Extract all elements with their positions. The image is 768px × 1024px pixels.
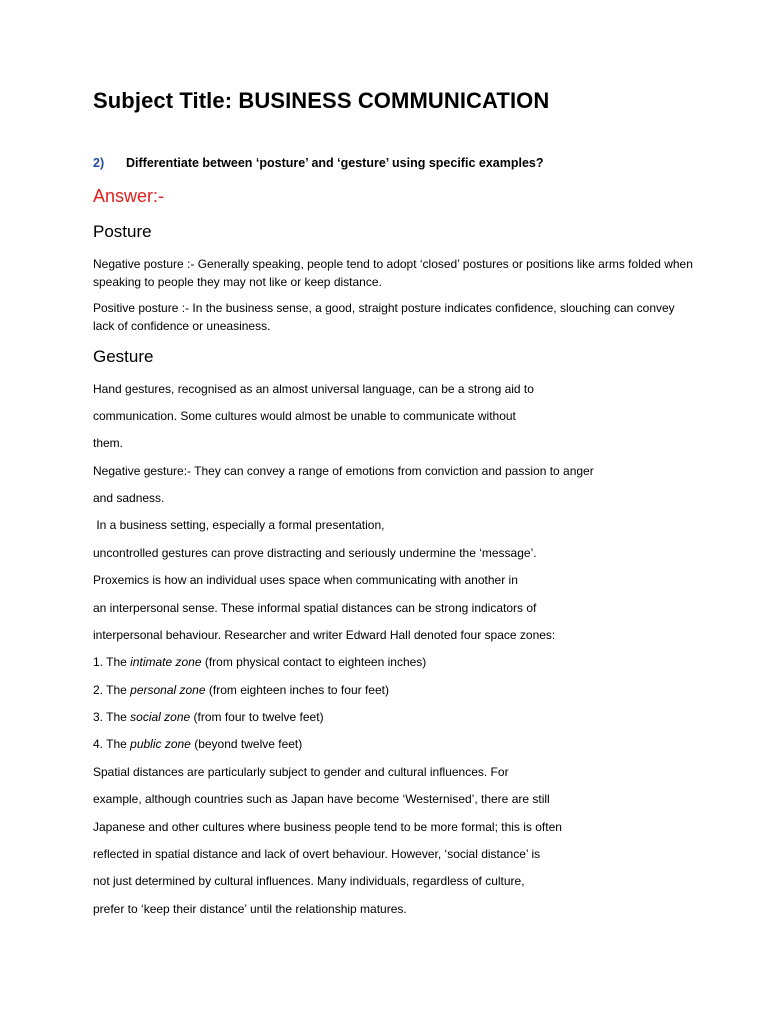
zone-range: (beyond twelve feet) bbox=[190, 737, 303, 751]
closing-line: Japanese and other cultures where business people tend to be more formal; this is often bbox=[93, 820, 562, 834]
zone-name: public zone bbox=[130, 737, 191, 751]
posture-heading: Posture bbox=[93, 222, 152, 241]
question-text: Differentiate between ‘posture’ and ‘gesture’ using specific examples? bbox=[126, 156, 544, 170]
zone-prefix: 3. The bbox=[93, 710, 131, 724]
question-number: 2) bbox=[93, 156, 105, 170]
gesture-line: them. bbox=[93, 436, 124, 450]
gesture-line: Hand gestures, recognised as an almost universal language, can be a strong aid to bbox=[93, 382, 534, 396]
space-zone-item bbox=[93, 682, 389, 698]
closing-line: Spatial distances are particularly subject to gender and cultural influences. For bbox=[93, 765, 509, 779]
gesture-line: Negative gesture:- They can convey a range of emotions from conviction and passion to anger bbox=[93, 464, 594, 478]
gesture-line: communication. Some cultures would almost be unable to communicate without bbox=[93, 409, 516, 423]
space-zone-item bbox=[93, 709, 324, 725]
subject-title: Subject Title: BUSINESS COMMUNICATION bbox=[93, 88, 550, 113]
zone-name: social zone bbox=[130, 710, 191, 724]
closing-line: prefer to ‘keep their distance’ until the relationship matures. bbox=[93, 902, 407, 916]
gesture-line: uncontrolled gestures can prove distracting and seriously undermine the ‘message’. bbox=[93, 546, 537, 560]
closing-line: example, although countries such as Japan have become ‘Westernised’, there are still bbox=[93, 792, 550, 806]
negative-posture-paragraph: Negative posture :- Generally speaking, people tend to adopt ‘closed’ postures or positions like arms folded when speaking to people they may not like or keep distance. bbox=[93, 257, 693, 289]
space-zone-item bbox=[93, 736, 302, 752]
closing-line: not just determined by cultural influences. Many individuals, regardless of culture, bbox=[93, 874, 525, 888]
space-zone-item bbox=[93, 654, 426, 670]
question bbox=[93, 156, 543, 170]
gesture-line: In a business setting, especially a formal presentation, bbox=[93, 518, 385, 532]
closing-line: reflected in spatial distance and lack of overt behaviour. However, ‘social distance’ is bbox=[93, 847, 541, 861]
gesture-line: Proxemics is how an individual uses space when communicating with another in bbox=[93, 573, 518, 587]
gesture-heading: Gesture bbox=[93, 347, 154, 366]
zone-range: (from four to twelve feet) bbox=[190, 710, 324, 724]
answer-label: Answer:- bbox=[93, 186, 165, 206]
zone-prefix: 4. The bbox=[93, 737, 131, 751]
zone-prefix: 1. The bbox=[93, 655, 131, 669]
gesture-line: an interpersonal sense. These informal spatial distances can be strong indicators of bbox=[93, 601, 537, 615]
gesture-line: and sadness. bbox=[93, 491, 165, 505]
zone-range: (from physical contact to eighteen inches) bbox=[201, 655, 427, 669]
zone-name: intimate zone bbox=[130, 655, 202, 669]
zone-name: personal zone bbox=[130, 683, 206, 697]
positive-posture-paragraph: Positive posture :- In the business sense, a good, straight posture indicates confidence, slouching can convey lack of confidence or uneasiness. bbox=[93, 301, 675, 333]
gesture-line: interpersonal behaviour. Researcher and writer Edward Hall denoted four space zones: bbox=[93, 628, 556, 642]
zone-range: (from eighteen inches to four feet) bbox=[205, 683, 389, 697]
zone-prefix: 2. The bbox=[93, 683, 131, 697]
